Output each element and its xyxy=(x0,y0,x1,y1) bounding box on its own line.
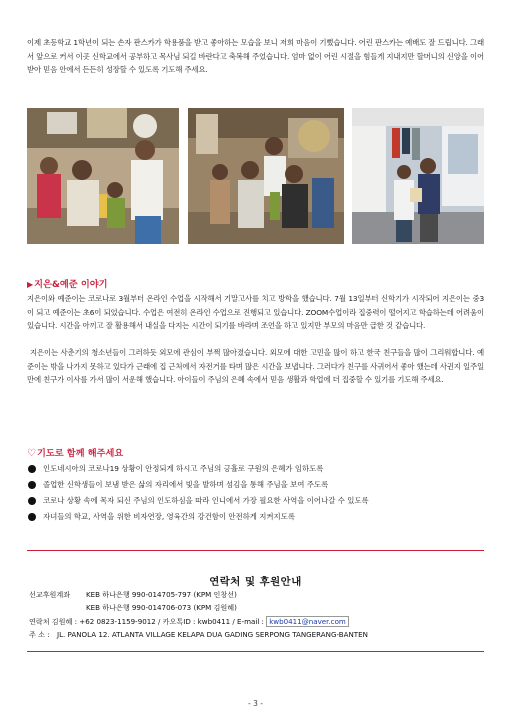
list-item: 코로나 상황 속에 목자 되신 주님의 인도하심을 따라 인니에서 가장 필요한 사역을 이어나갈 수 있도록 xyxy=(27,496,487,512)
bullet-icon xyxy=(28,497,36,505)
photo-family-gift xyxy=(27,108,179,244)
divider-bottom xyxy=(27,651,484,652)
photo-two-men-outdoors xyxy=(352,108,484,244)
prayer-list xyxy=(27,464,487,528)
divider-top xyxy=(27,550,484,551)
bullet-icon xyxy=(28,465,36,473)
triangle-right-icon: ▶ xyxy=(27,280,34,289)
contact-title: 연락처 및 후원안내 xyxy=(209,576,302,588)
address-label: 주 소 : xyxy=(29,630,50,639)
photo-family-living-room xyxy=(188,108,344,244)
phone-line: 연락처 김원혜 : +62 0823-1159-9012 / 카오톡ID : kwb0411 / E-mail : kwb0411@naver.com xyxy=(29,617,349,627)
story-paragraph-2: 지은이는 사춘기의 청소년들이 그러하듯 외모에 관심이 부쩍 많아졌습니다. 외모에 대한 고민을 많이 하고 한국 친구들을 많이 그리워합니다. 예준이는 밖을 나가지 못하고 있다가 근래에 집 근처에서 자전거를 타며 많은 시간을 보냅니다. 그러다가 친구를 사귀어서 좋아 했는데 사귄지 일주일 만에 친구가 이사를 가서 많이 서운해 했습니다. 아이들이 주님의 은혜 속에서 믿음 생활과 학업에 더 집중할 수 있기를 기도해 주세요. xyxy=(27,348,484,385)
bullet-icon xyxy=(28,481,36,489)
bullet-icon xyxy=(28,513,36,521)
email-link[interactable]: kwb0411@naver.com xyxy=(266,616,349,627)
account-label: 선교후원계좌 xyxy=(29,590,71,599)
intro-paragraph: 이제 초등학교 1학년이 되는 손자 판스카가 학용품을 받고 좋아하는 모습을 보니 저희 마음이 기뻤습니다. 어린 판스카는 예배도 잘 드립니다. 그래서 앞으로 커서 이곳 신학교에서 공부하고 목사님 되길 바란다고 축복해 주었습니다. 엄마 없이 어린 시절을 힘들게 지내지만 할머니의 신앙을 이어받아 믿음 안에서 든든히 성장할 수 있도록 기도해 주세요. xyxy=(27,38,484,75)
page-number: - 3 - xyxy=(248,699,263,708)
prayer-section-title: ♡기도로 함께 해주세요 xyxy=(27,448,124,459)
list-item: 자녀들의 학교, 사역을 위한 비자연장, 영육간의 강건함이 안전하게 지켜지도록 xyxy=(27,512,487,528)
list-item: 졸업한 신학생들이 보냄 받은 삶의 자리에서 빛을 발하며 섬김을 통해 주님을 보여 주도록 xyxy=(27,480,487,496)
story-section-title: ▶지은&예준 이야기 xyxy=(27,279,108,290)
account-line-1: 선교후원계좌 KEB 하나은행 990-014705-797 (KPM 인창선) xyxy=(29,590,237,599)
list-item: 인도네시아의 코로나19 상황이 안정되게 하시고 주님의 긍휼로 구원의 은혜가 임하도록 xyxy=(27,464,487,480)
heart-icon: ♡ xyxy=(27,448,36,459)
address-line: 주 소 : JL. PANOLA 12. ATLANTA VILLAGE KELAPA DUA GADING SERPONG TANGERANG-BANTEN xyxy=(29,630,368,639)
account-line-2: KEB 하나은행 990-014706-073 (KPM 김원혜) xyxy=(86,603,237,612)
story-paragraph-1: 지은이와 예준이는 코로나로 3월부터 온라인 수업을 시작해서 기말고사를 치고 방학을 했습니다. 7월 13일부터 신학기가 시작되어 지은이는 중3이 되고 예준이는 초6이 되었습니다. 수업은 여전히 온라인 수업으로 진행되고 있습니다. ZOOM수업이라 집중력이 떨어지고 학습하는데 어려움이 있습니다. 시간을 아끼고 잘 활용해서 내실을 다지는 시간이 되기를 바라며 조언을 하고 있지만 부모의 마음만 급한 것 같습니다. xyxy=(27,294,484,331)
